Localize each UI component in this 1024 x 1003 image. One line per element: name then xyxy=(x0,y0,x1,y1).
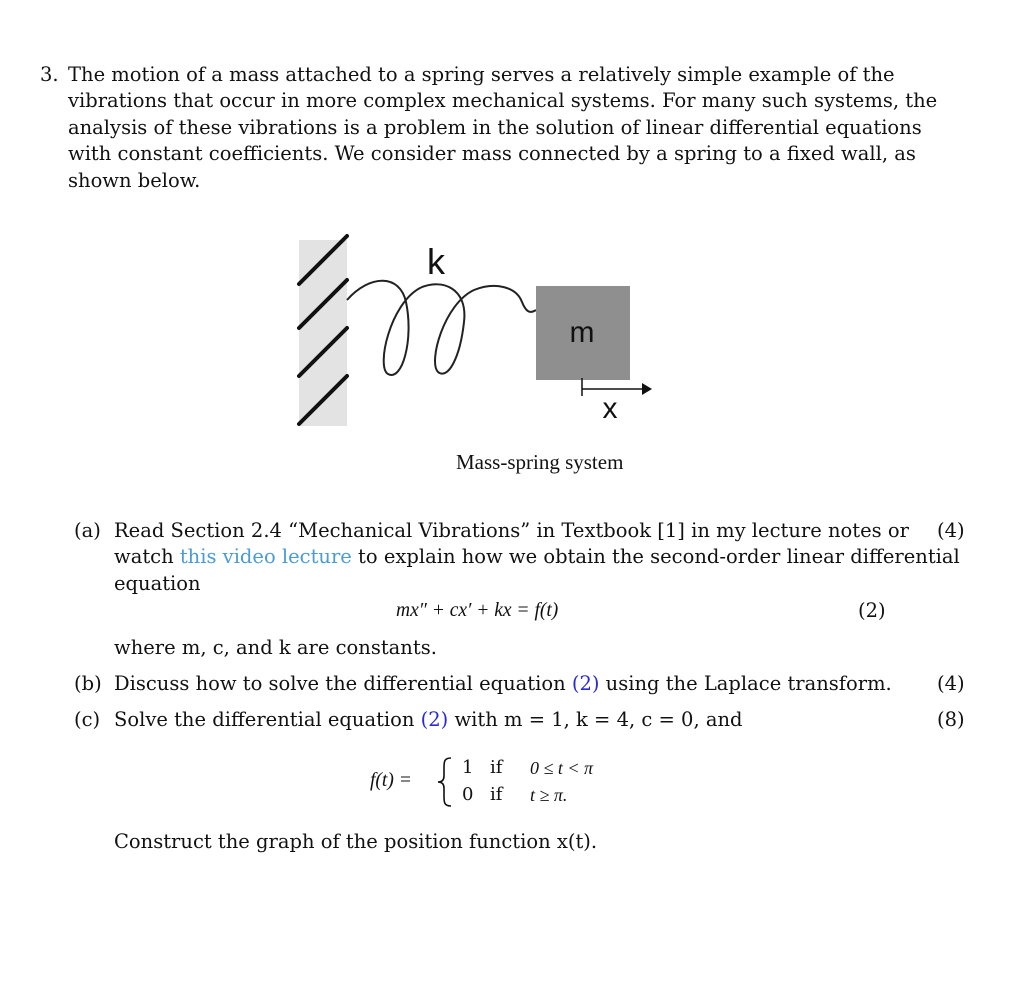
part-c-final-text: Construct the graph of the position function x(t). xyxy=(114,830,598,853)
figure-caption: Mass-spring system xyxy=(456,450,624,474)
left-brace-icon xyxy=(436,756,454,808)
part-a-line-1: Read Section 2.4 “Mechanical Vibrations” in Textbook [1] in my lecture notes or xyxy=(114,519,909,542)
problem-number: 3. xyxy=(40,63,59,86)
part-a-label: (a) xyxy=(74,519,101,542)
part-a-line-2 xyxy=(114,544,960,570)
piecewise-lhs: f(t) = xyxy=(370,770,412,791)
part-b-text-end: using the Laplace transform. xyxy=(599,672,892,695)
intro-line-3: analysis of these vibrations is a problem in the solution of linear differential equations xyxy=(68,116,922,139)
wall-icon xyxy=(299,236,347,426)
axis-label: x xyxy=(602,392,618,425)
mass-label: m xyxy=(569,316,595,349)
case-2-if: if xyxy=(490,784,503,805)
part-b-text xyxy=(114,671,892,697)
intro-line-4: with constant coefficients. We consider mass connected by a spring to a fixed wall, as xyxy=(68,142,916,165)
part-c-text xyxy=(114,707,743,733)
part-a-constants-text: where m, c, and k are constants. xyxy=(114,636,437,659)
equation-number: (2) xyxy=(858,599,886,622)
case-1-condition: 0 ≤ t < π xyxy=(530,758,594,778)
part-c-marks: (8) xyxy=(937,708,965,731)
part-c-text-start: Solve the differential equation xyxy=(114,708,421,731)
part-a-line-3: equation xyxy=(114,572,201,595)
intro-line-5: shown below. xyxy=(68,169,201,192)
case-1-value: 1 xyxy=(462,757,474,778)
part-c-label: (c) xyxy=(74,708,101,731)
part-a-marks: (4) xyxy=(937,519,965,542)
mass-spring-figure xyxy=(290,232,670,432)
case-1-if: if xyxy=(490,757,503,778)
part-a-line-2-start: watch xyxy=(114,545,180,568)
case-2-value: 0 xyxy=(462,784,474,805)
part-b-text-start: Discuss how to solve the differential equation xyxy=(114,672,572,695)
intro-line-1: The motion of a mass attached to a spring serves a relatively simple example of the xyxy=(68,63,895,86)
main-equation: mx″ + cx′ + kx = f(t) xyxy=(396,600,559,621)
video-lecture-link[interactable]: this video lecture xyxy=(179,545,352,568)
part-b-marks: (4) xyxy=(937,672,965,695)
part-b-label: (b) xyxy=(74,672,102,695)
case-2-condition: t ≥ π. xyxy=(530,785,568,805)
part-c-text-end: with m = 1, k = 4, c = 0, and xyxy=(448,708,743,731)
spring-icon xyxy=(347,281,536,375)
part-c-equation-ref[interactable]: (2) xyxy=(420,708,449,731)
part-b-equation-ref[interactable]: (2) xyxy=(571,672,600,695)
part-a-line-2-end: to explain how we obtain the second-order linear differential xyxy=(351,545,960,568)
spring-label: k xyxy=(427,241,445,282)
intro-line-2: vibrations that occur in more complex mechanical systems. For many such systems, the xyxy=(68,89,938,112)
